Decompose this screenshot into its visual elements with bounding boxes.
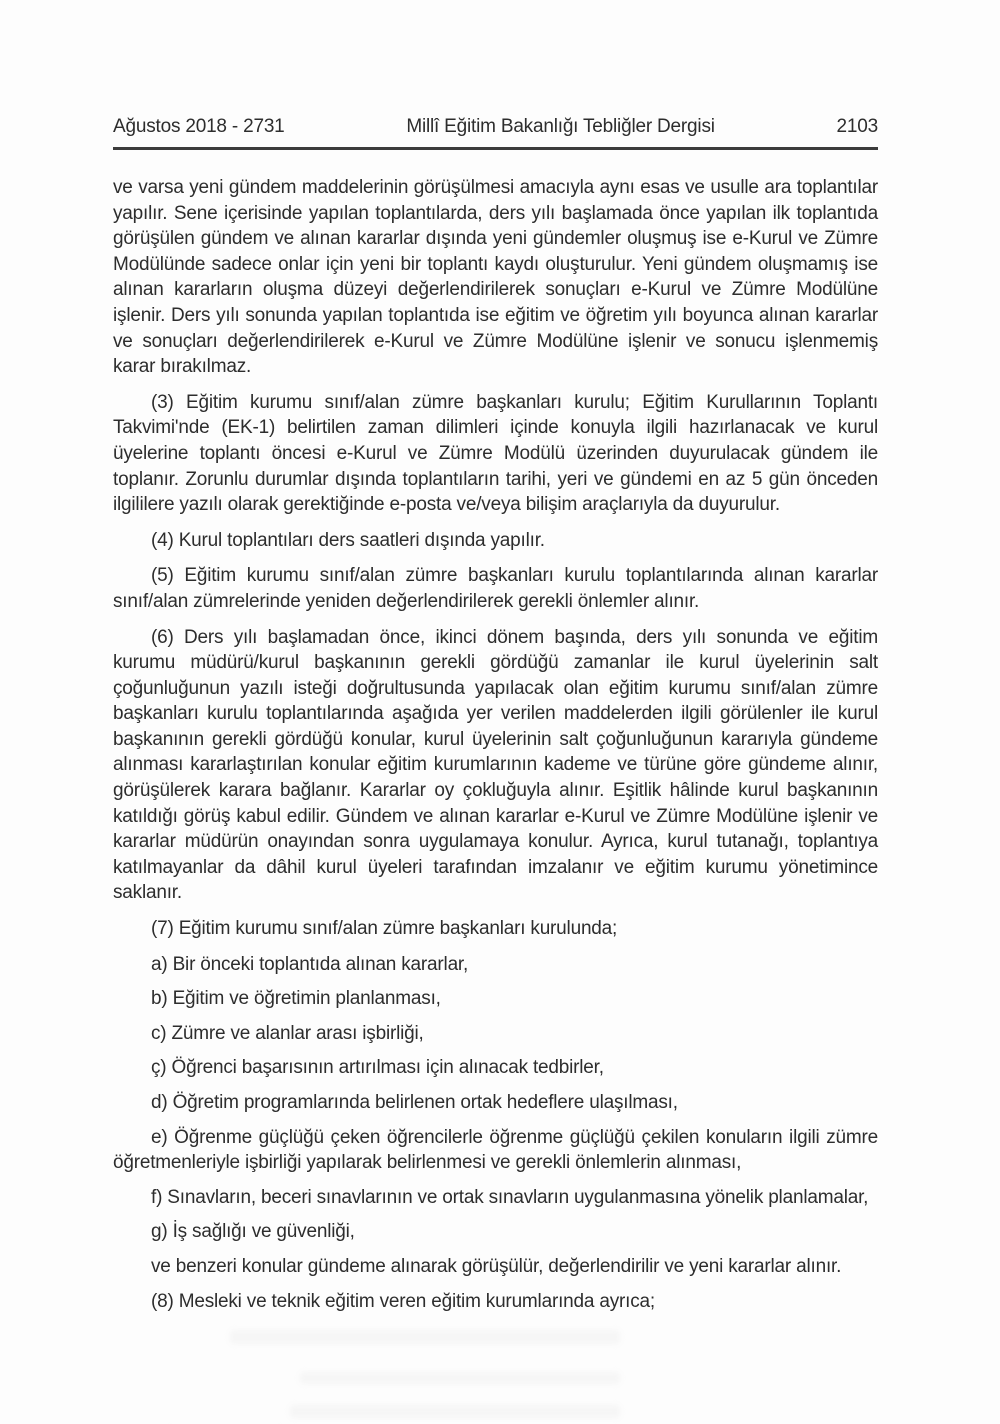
paragraph: (4) Kurul toplantıları ders saatleri dışında yapılır. bbox=[151, 529, 545, 551]
list-item: c) Zümre ve alanlar arası işbirliği, bbox=[151, 1022, 424, 1044]
paragraph: (8) Mesleki ve teknik eğitim veren eğitim kurumlarında ayrıca; bbox=[151, 1290, 655, 1312]
paragraph: (6) Ders yılı başlamadan önce, ikinci dönem başında, ders yılı sonunda ve eğitim kurumu müdürü/kurul başkanının gerekli gördüğü zamanlar ile kurul üyelerinin salt çoğunluğunun yazılı isteği doğrultusunda yapılacak olan eğitim kurumu sınıf/alan zümre başkanları kurulu toplantılarında aşağıda yer verilen maddelerden ilgili görülenler ile kurul başkanının gerekli gördüğü konular, kurul üyelerinin salt çoğunluğunun kararıyla gündeme alınması kararlaştırılan konular eğitim kurumlarının kademe ve türüne göre gündeme alınır, görüşülerek karara bağlanır. Kararlar oy çokluğuyla alınır. Eşitlik hâlinde kurul başkanının katıldığı görüş kabul edilir. Gündem ve alınan kararlar e-Kurul ve Zümre Modülüne işlenir ve kararlar müdürün onayından sonra uygulamaya konulur. Ayrıca, kurul tutanağı, toplantıya katılmayanlar da dâhil kurul üyeleri tarafından imzalanır ve eğitim kurumu yönetimince saklanır. bbox=[113, 626, 878, 904]
header-issue-date: Ağustos 2018 - 2731 bbox=[113, 116, 285, 137]
list-item: a) Bir önceki toplantıda alınan kararlar, bbox=[151, 953, 469, 975]
header-rule bbox=[113, 147, 878, 150]
paragraph: (3) Eğitim kurumu sınıf/alan zümre başkanları kurulu; Eğitim Kurullarının Toplantı Takvimi'nde (EK-1) belirtilen zaman dilimleri içinde konuyla ilgili hazırlanacak ve kurul üyelerine toplantı öncesi e-Kurul ve Zümre Modülü üzerinden duyurulacak gündem ile toplanır. Zorunlu durumlar dışında toplantıların tarihi, yeri ve gündemi en az 5 gün önceden ilgililere yazılı olarak gerektiğinde e-posta ve/veya bilişim araçlarıyla da duyurulur. bbox=[113, 391, 878, 516]
document-body bbox=[113, 175, 878, 1314]
list-item: ç) Öğrenci başarısının artırılması için alınacak tedbirler, bbox=[151, 1057, 604, 1079]
scan-artifact bbox=[230, 1330, 620, 1344]
scan-artifact bbox=[300, 1372, 620, 1384]
scan-artifact bbox=[290, 1405, 620, 1418]
paragraph: ve varsa yeni gündem maddelerinin görüşülmesi amacıyla aynı esas ve usulle ara toplantılar yapılır. Sene içerisinde yapılan toplantılarda, ders yılı başlamada önce yapılan ilk toplantıda görüşülen gündem ve alınan kararlar dışında yeni gündemler oluşmuş ise e-Kurul ve Zümre Modülünde sadece onlar için yeni bir toplantı kaydı oluşturulur. Yeni gündem oluşmamış ise alınan kararların oluşma düzeyi değerlendirilerek sonuçları e-Kurul ve Zümre Modülüne işlenir. Ders yılı sonunda yapılan toplantıda ise eğitim ve öğretim yılı boyunca alınan kararlar ve sonuçları değerlendirilerek e-Kurul ve Zümre Modülüne işlenir ve sonucu işlenmemiş karar bırakılmaz. bbox=[113, 177, 878, 378]
header-page-number: 2103 bbox=[836, 116, 878, 137]
list-item: e) Öğrenme güçlüğü çeken öğrencilerle öğrenme güçlüğü çekilen konuların ilgili zümre öğretmenleriyle işbirliği yapılarak belirlenmesi ve gerekli önlemlerin alınması, bbox=[113, 1126, 878, 1174]
list-item: d) Öğretim programlarında belirlenen ortak hedeflere ulaşılması, bbox=[151, 1092, 678, 1113]
paragraph: (7) Eğitim kurumu sınıf/alan zümre başkanları kurulunda; bbox=[151, 918, 618, 940]
list-item: f) Sınavların, beceri sınavlarının ve ortak sınavların uygulanmasına yönelik planlamalar, bbox=[151, 1186, 869, 1208]
page-header bbox=[113, 116, 878, 138]
header-journal-title: Millî Eğitim Bakanlığı Tebliğler Dergisi bbox=[406, 116, 715, 137]
list-item: g) İş sağlığı ve güvenliği, bbox=[151, 1221, 355, 1243]
paragraph: (5) Eğitim kurumu sınıf/alan zümre başkanları kurulu toplantılarında alınan kararlar sınıf/alan zümrelerinde yeniden değerlendirilerek gerekli önlemler alınır. bbox=[113, 565, 878, 612]
list-item: ve benzeri konular gündeme alınarak görüşülür, değerlendirilir ve yeni kararlar alınır. bbox=[151, 1255, 842, 1277]
list-item: b) Eğitim ve öğretimin planlanması, bbox=[151, 988, 441, 1010]
